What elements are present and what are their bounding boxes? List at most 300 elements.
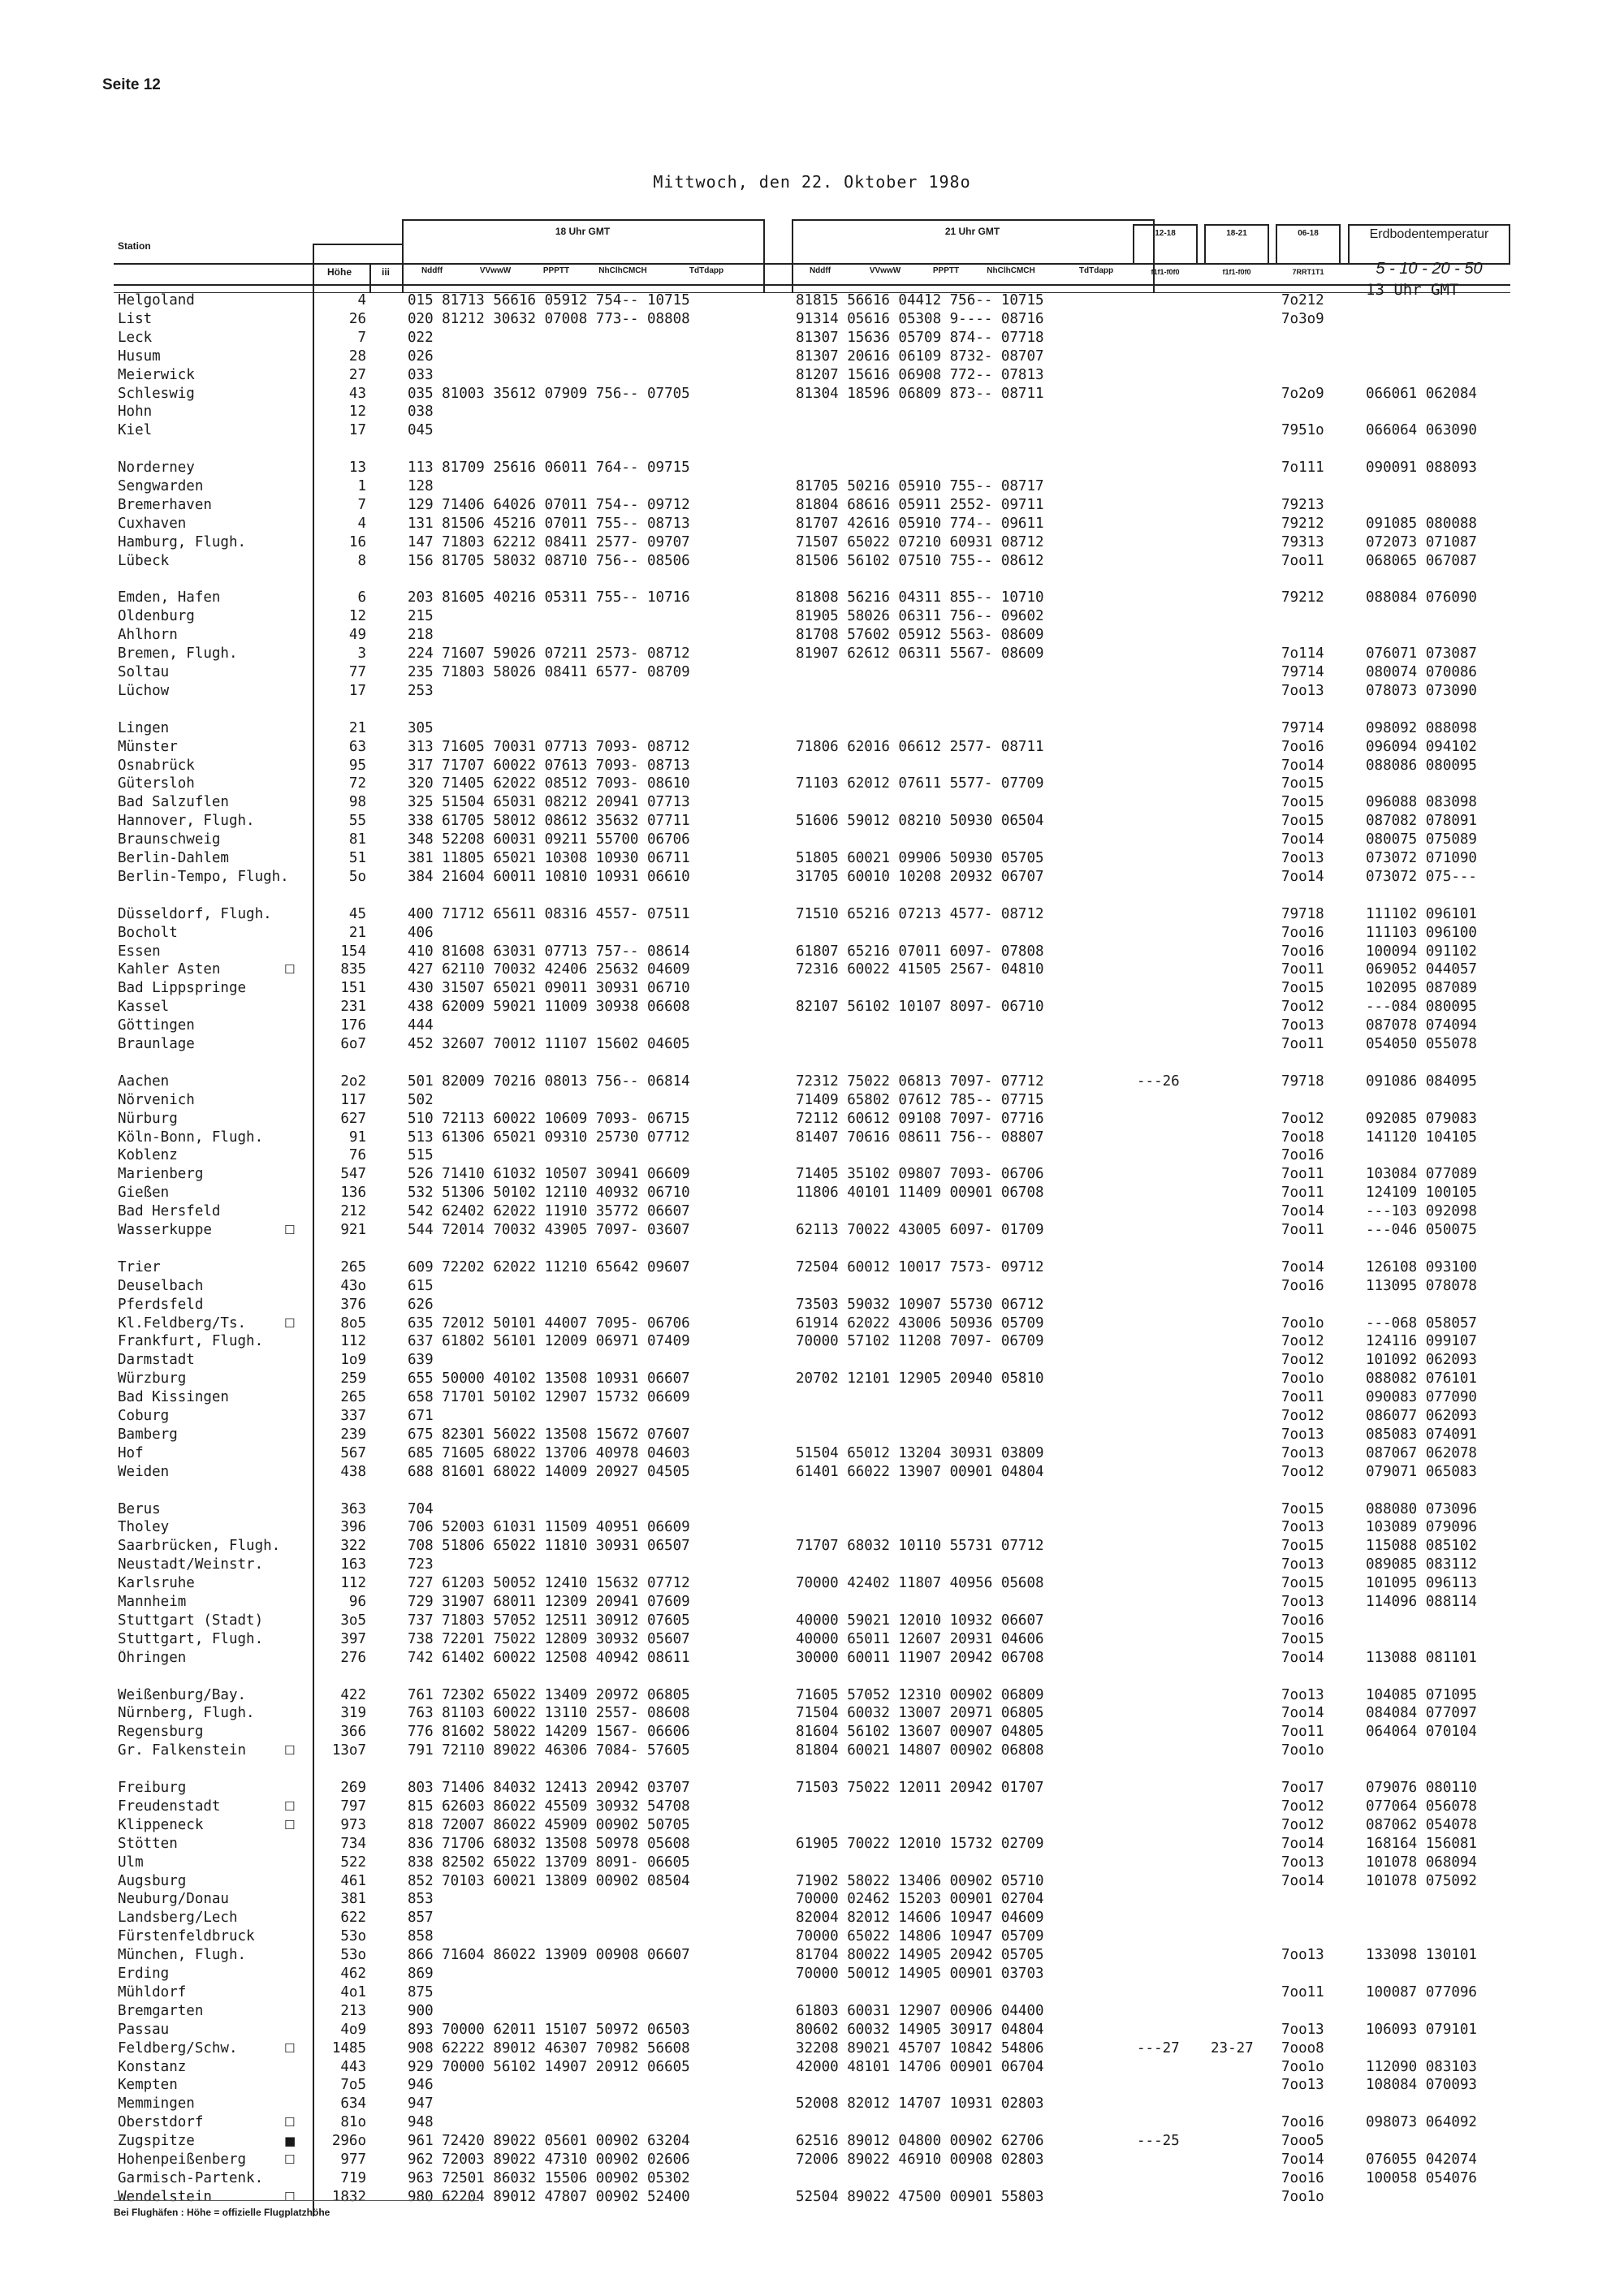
sunshine-temp: 7oo14 [1281, 831, 1324, 848]
sunshine-temp: 7oo16 [1281, 1277, 1324, 1294]
station-name: Ahlhorn [118, 627, 178, 644]
station-name: Stuttgart, Flugh. [118, 1630, 264, 1647]
table-row [0, 2059, 1624, 2076]
station-height: 462 [340, 1966, 366, 1982]
obs-18: 156 81705 58032 08710 756-- 08506 [408, 552, 690, 569]
station-name: Marienberg [118, 1166, 204, 1183]
station-height: 212 [340, 1203, 366, 1220]
station-name: Braunschweig [118, 831, 221, 848]
obs-18: 147 71803 62212 08411 2577- 09707 [408, 533, 690, 550]
obs-18: 026 [408, 347, 434, 365]
station-marker: ☐ [284, 2115, 296, 2130]
table-row [0, 1798, 1624, 1815]
station-height: 396 [340, 1519, 366, 1536]
footnote: Bei Flughäfen : Höhe = offizielle Flugplatzhöhe [114, 2207, 330, 2218]
obs-18: 452 32607 70012 11107 15602 04605 [408, 1036, 690, 1052]
station-height: 43o [340, 1277, 366, 1294]
sunshine-temp: 79213 [1281, 496, 1324, 513]
table-row [0, 869, 1624, 886]
table-row [0, 720, 1624, 737]
station-name: Memmingen [118, 2095, 195, 2113]
station-name: Bamberg [118, 1426, 178, 1443]
table-row [0, 1594, 1624, 1611]
station-name: Bad Salzuflen [118, 794, 229, 811]
table-row [0, 1724, 1624, 1741]
table-row [0, 1092, 1624, 1109]
obs-18: 947 [408, 2095, 434, 2113]
obs-21: 31705 60010 10208 20932 06707 [796, 868, 1044, 885]
obs-18: 427 62110 70032 42406 25632 04609 [408, 961, 690, 978]
table-row [0, 1222, 1624, 1239]
station-name: Feldberg/Schw. [118, 2039, 238, 2056]
station-height: 45 [348, 905, 366, 922]
station-name: Fürstenfeldbruck [118, 1928, 255, 1945]
table-row [0, 683, 1624, 700]
station-name: Wendelstein [118, 2188, 212, 2205]
obs-18: 615 [408, 1277, 434, 1294]
obs-18: 348 52208 60031 09211 55700 06706 [408, 831, 690, 848]
obs-18: 410 81608 63031 07713 757-- 08614 [408, 943, 690, 960]
station-height: 461 [340, 1872, 366, 1889]
station-name: Berlin-Tempo, Flugh. [118, 868, 289, 885]
station-height: 76 [348, 1147, 366, 1164]
obs-18: 305 [408, 719, 434, 736]
table-row [0, 627, 1624, 644]
table-row [0, 422, 1624, 439]
table-row [0, 831, 1624, 848]
obs-18: 038 [408, 404, 434, 421]
obs-18: 215 [408, 608, 434, 625]
table-row [0, 1111, 1624, 1128]
station-height: 13o7 [331, 1742, 366, 1759]
earth-temp: 113095 078078 [1366, 1277, 1477, 1294]
obs-18: 131 81506 45216 07011 755-- 08713 [408, 515, 690, 532]
obs-21: 81907 62612 06311 5567- 08609 [796, 645, 1044, 662]
obs-18: 948 [408, 2114, 434, 2131]
station-name: Soltau [118, 664, 170, 680]
obs-18: 961 72420 89022 05601 00902 63204 [408, 2133, 690, 2150]
earth-temp: 091086 084095 [1366, 1072, 1477, 1090]
table-row [0, 1408, 1624, 1425]
station-height: 4 [357, 515, 366, 532]
sunshine-temp: 7oo16 [1281, 1612, 1324, 1629]
obs-18: 708 51806 65022 11810 30931 06507 [408, 1538, 690, 1555]
col21-4: NhClhCMCH [987, 266, 1035, 275]
obs-18: 723 [408, 1556, 434, 1573]
station-height: 98 [348, 794, 366, 811]
obs-21: 71409 65802 07612 785-- 07715 [796, 1091, 1044, 1108]
station-height: 91 [348, 1129, 366, 1146]
obs-21: 81506 56102 07510 755-- 08612 [796, 552, 1044, 569]
station-height: 72 [348, 775, 366, 792]
sunshine-temp: 7oo16 [1281, 1147, 1324, 1164]
obs-18: 513 61306 65021 09310 25730 07712 [408, 1129, 690, 1146]
earth-temp: 066061 062084 [1366, 385, 1477, 402]
obs-21: 81307 20616 06109 8732- 08707 [796, 347, 1044, 365]
table-row [0, 775, 1624, 792]
station-height: 112 [340, 1333, 366, 1350]
obs-21: 70000 42402 11807 40956 05608 [796, 1575, 1044, 1592]
table-row [0, 330, 1624, 347]
obs-18: 626 [408, 1296, 434, 1313]
obs-21: 70000 65022 14806 10947 05709 [796, 1928, 1044, 1945]
col21-3: PPPTT [932, 266, 960, 275]
station-name: Mühldorf [118, 1983, 187, 2000]
station-marker: ☐ [284, 1315, 296, 1331]
table-row [0, 1333, 1624, 1350]
station-height: 28 [348, 347, 366, 365]
earth-temp: 133098 130101 [1366, 1947, 1477, 1964]
obs-21: 20702 12101 12905 20940 05810 [796, 1370, 1044, 1388]
header-12-18-sub: f1f1-f0f0 [1151, 268, 1180, 276]
obs-18: 501 82009 70216 08013 756-- 06814 [408, 1072, 690, 1090]
station-name: Hof [118, 1444, 144, 1461]
obs-18: 671 [408, 1408, 434, 1424]
sunshine-temp: 7oo16 [1281, 924, 1324, 941]
obs-21: 71507 65022 07210 60931 08712 [796, 533, 1044, 550]
header-depths: 5 - 10 - 20 - 50 [1376, 260, 1483, 278]
earth-temp: 104085 071095 [1366, 1686, 1477, 1703]
sunshine-temp: 7oo11 [1281, 961, 1324, 978]
table-row [0, 999, 1624, 1016]
station-name: Essen [118, 943, 161, 960]
station-name: Wasserkuppe [118, 1222, 212, 1238]
station-name: Landsberg/Lech [118, 1910, 238, 1927]
station-height: 522 [340, 1854, 366, 1871]
station-name: Konstanz [118, 2058, 187, 2075]
station-height: 734 [340, 1835, 366, 1852]
obs-21: 81705 50216 05910 755-- 08717 [796, 478, 1044, 494]
station-height: 77 [348, 664, 366, 680]
obs-18: 866 71604 86022 13909 00908 06607 [408, 1947, 690, 1964]
table-row [0, 553, 1624, 570]
station-height: 16 [348, 533, 366, 550]
header-06-18-sub: 7RRT1T1 [1292, 268, 1324, 276]
table-row [0, 1575, 1624, 1592]
obs-21: 81307 15636 05709 874-- 07718 [796, 329, 1044, 346]
station-name: Meierwick [118, 366, 195, 383]
station-name: Nörvenich [118, 1091, 195, 1108]
obs-21: 61803 60031 12907 00906 04400 [796, 2002, 1044, 2019]
station-name: Münster [118, 738, 178, 755]
station-height: 49 [348, 627, 366, 644]
obs-18: 637 61802 56101 12009 06971 07409 [408, 1333, 690, 1350]
sunshine-temp: 7oo1o [1281, 2058, 1324, 2075]
obs-18: 510 72113 60022 10609 7093- 06715 [408, 1110, 690, 1127]
station-height: 63 [348, 738, 366, 755]
earth-temp: 088082 076101 [1366, 1370, 1477, 1388]
station-height: 3 [357, 645, 366, 662]
station-name: Ulm [118, 1854, 144, 1871]
col18-4: NhClhCMCH [598, 266, 647, 275]
sunshine-temp: 7oo1o [1281, 1742, 1324, 1759]
obs-18: 791 72110 89022 46306 7084- 57605 [408, 1742, 690, 1759]
station-height: 4 [357, 292, 366, 309]
rain-12-18: ---27 [1137, 2039, 1180, 2056]
station-marker: ☐ [284, 1223, 296, 1237]
obs-18: 727 61203 50052 12410 15632 07712 [408, 1575, 690, 1592]
station-name: Sengwarden [118, 478, 204, 494]
rain-12-18: ---26 [1137, 1072, 1180, 1090]
station-name: Kassel [118, 999, 170, 1016]
station-height: 163 [340, 1556, 366, 1573]
col18-2: VVwwW [479, 266, 512, 275]
station-height: 6 [357, 589, 366, 606]
obs-21: 70000 50012 14905 00901 03703 [796, 1966, 1044, 1982]
earth-temp: 111103 096100 [1366, 924, 1477, 941]
table-row [0, 1073, 1624, 1090]
gmt-note: 13 Uhr GMT [1366, 281, 1459, 299]
station-height: 1485 [331, 2039, 366, 2056]
table-row [0, 1147, 1624, 1164]
sunshine-temp: 7oo14 [1281, 1835, 1324, 1852]
station-height: 376 [340, 1296, 366, 1313]
station-height: 26 [348, 310, 366, 327]
sunshine-temp: 7o114 [1281, 645, 1324, 662]
station-height: 27 [348, 366, 366, 383]
obs-18: 224 71607 59026 07211 2573- 08712 [408, 645, 690, 662]
obs-18: 203 81605 40216 05311 755-- 10716 [408, 589, 690, 606]
table-row [0, 1297, 1624, 1314]
obs-18: 675 82301 56022 13508 15672 07607 [408, 1426, 690, 1443]
table-row [0, 1259, 1624, 1276]
table-row [0, 1631, 1624, 1648]
table-row [0, 478, 1624, 495]
col21-5: TdTdapp [1078, 266, 1114, 275]
station-height: 8o5 [340, 1314, 366, 1331]
obs-18: 313 71605 70031 07713 7093- 08712 [408, 738, 690, 755]
earth-temp: 073072 075--- [1366, 868, 1477, 885]
earth-temp: 087078 074094 [1366, 1017, 1477, 1034]
table-row [0, 1315, 1624, 1332]
sunshine-temp: 7oo15 [1281, 1538, 1324, 1555]
station-height: 95 [348, 757, 366, 774]
table-row [0, 925, 1624, 942]
station-name: Saarbrücken, Flugh. [118, 1538, 281, 1555]
obs-18: 609 72202 62022 11210 65642 09607 [408, 1258, 690, 1275]
obs-18: 685 71605 68022 13706 40978 04603 [408, 1444, 690, 1461]
sunshine-temp: 7oo13 [1281, 1519, 1324, 1536]
earth-temp: 085083 074091 [1366, 1426, 1477, 1443]
obs-21: 81704 80022 14905 20942 05705 [796, 1947, 1044, 1964]
rain-12-18: ---25 [1137, 2133, 1180, 2150]
sunshine-temp: 7oo16 [1281, 2169, 1324, 2186]
obs-21: 71806 62016 06612 2577- 08711 [796, 738, 1044, 755]
station-name: Gießen [118, 1185, 170, 1202]
station-name: Norderney [118, 460, 195, 477]
station-name: Hohenpeißenberg [118, 2151, 247, 2168]
earth-temp: 115088 085102 [1366, 1538, 1477, 1555]
earth-temp: 101078 068094 [1366, 1854, 1477, 1871]
station-height: 154 [340, 943, 366, 960]
obs-21: 71103 62012 07611 5577- 07709 [796, 775, 1044, 792]
table-row [0, 2095, 1624, 2113]
station-name: Bremgarten [118, 2002, 204, 2019]
station-name: Öhringen [118, 1649, 187, 1666]
header-18-21-sub: f1f1-f0f0 [1222, 268, 1251, 276]
sunshine-temp: 7oo12 [1281, 1110, 1324, 1127]
earth-temp: 073072 071090 [1366, 850, 1477, 866]
table-row [0, 906, 1624, 923]
table-row [0, 2189, 1624, 2206]
table-row [0, 1817, 1624, 1834]
earth-temp: 084084 077097 [1366, 1705, 1477, 1722]
table-row [0, 813, 1624, 830]
obs-18: 761 72302 65022 13409 20972 06805 [408, 1686, 690, 1703]
table-row [0, 1352, 1624, 1369]
obs-21: 81905 58026 06311 756-- 09602 [796, 608, 1044, 625]
table-row [0, 1464, 1624, 1481]
earth-temp: 098073 064092 [1366, 2114, 1477, 2131]
table-row [0, 1017, 1624, 1034]
obs-18: 776 81602 58022 14209 1567- 06606 [408, 1724, 690, 1741]
station-height: 547 [340, 1166, 366, 1183]
station-marker: ☐ [284, 2189, 296, 2204]
obs-18: 737 71803 57052 12511 30912 07605 [408, 1612, 690, 1629]
station-name: Freiburg [118, 1780, 187, 1796]
station-name: Passau [118, 2021, 170, 2038]
obs-21: 61807 65216 07011 6097- 07808 [796, 943, 1044, 960]
earth-temp: 111102 096101 [1366, 905, 1477, 922]
station-name: Oberstdorf [118, 2114, 204, 2131]
table-row [0, 1166, 1624, 1183]
station-name: Bad Kissingen [118, 1389, 229, 1406]
station-name: Klippeneck [118, 1816, 204, 1833]
obs-18: 980 62204 89012 47807 00902 52400 [408, 2188, 690, 2205]
earth-temp: 141120 104105 [1366, 1129, 1477, 1146]
earth-temp: 096088 083098 [1366, 794, 1477, 811]
station-height: 6o7 [340, 1036, 366, 1052]
station-height: 51 [348, 850, 366, 866]
sunshine-temp: 7oo13 [1281, 1686, 1324, 1703]
table-row [0, 367, 1624, 384]
earth-temp: 076071 073087 [1366, 645, 1477, 662]
station-height: 2o2 [340, 1072, 366, 1090]
obs-21: 70000 02462 15203 00901 02704 [796, 1891, 1044, 1908]
station-name: Berlin-Dahlem [118, 850, 229, 866]
obs-18: 900 [408, 2002, 434, 2019]
earth-temp: 080074 070086 [1366, 664, 1477, 680]
sunshine-temp: 7oo1o [1281, 1370, 1324, 1388]
station-height: 43 [348, 385, 366, 402]
table-row [0, 1519, 1624, 1536]
sunshine-temp: 7oo13 [1281, 1594, 1324, 1610]
earth-temp: 102095 087089 [1366, 980, 1477, 997]
obs-21: 71707 68032 10110 55731 07712 [796, 1538, 1044, 1555]
table-row [0, 1966, 1624, 1983]
sunshine-temp: 7o212 [1281, 292, 1324, 309]
table-row [0, 2151, 1624, 2169]
station-height: 397 [340, 1630, 366, 1647]
obs-18: 033 [408, 366, 434, 383]
sunshine-temp: 7oo12 [1281, 1463, 1324, 1480]
col21-2: VVwwW [869, 266, 901, 275]
station-name: Lingen [118, 719, 170, 736]
earth-temp: 098092 088098 [1366, 719, 1477, 736]
table-row [0, 460, 1624, 477]
obs-21: 72006 89022 46910 00908 02803 [796, 2151, 1044, 2168]
sunshine-temp: 79714 [1281, 719, 1324, 736]
sunshine-temp: 7oo14 [1281, 1258, 1324, 1275]
obs-18: 803 71406 84032 12413 20942 03707 [408, 1780, 690, 1796]
station-name: Neuburg/Donau [118, 1891, 229, 1908]
station-height: 622 [340, 1910, 366, 1927]
station-height: 7 [357, 329, 366, 346]
obs-18: 035 81003 35612 07909 756-- 07705 [408, 385, 690, 402]
sunshine-temp: 7oo13 [1281, 2021, 1324, 2038]
obs-21: 52008 82012 14707 10931 02803 [796, 2095, 1044, 2113]
rain-18-21: 23-27 [1211, 2039, 1254, 2056]
obs-18: 515 [408, 1147, 434, 1164]
table-row [0, 1538, 1624, 1555]
table-row [0, 1389, 1624, 1406]
table-row [0, 2040, 1624, 2057]
station-name: Helgoland [118, 292, 195, 309]
table-row [0, 311, 1624, 328]
sunshine-temp: 7oo15 [1281, 813, 1324, 830]
obs-21: 82004 82012 14606 10947 04609 [796, 1910, 1044, 1927]
obs-21: 72312 75022 06813 7097- 07712 [796, 1072, 1044, 1090]
station-height: 627 [340, 1110, 366, 1127]
earth-temp: 124116 099107 [1366, 1333, 1477, 1350]
station-name: Aachen [118, 1072, 170, 1090]
obs-21: 61401 66022 13907 00901 04804 [796, 1463, 1044, 1480]
obs-18: 853 [408, 1891, 434, 1908]
earth-temp: 114096 088114 [1366, 1594, 1477, 1610]
sunshine-temp: 79212 [1281, 589, 1324, 606]
obs-21: 71405 35102 09807 7093- 06706 [796, 1166, 1044, 1183]
table-row [0, 2077, 1624, 2094]
obs-21: 81708 57602 05912 5563- 08609 [796, 627, 1044, 644]
header-hoehe: Höhe [327, 266, 352, 278]
table-row [0, 2133, 1624, 2150]
table-row [0, 534, 1624, 551]
station-height: 17 [348, 682, 366, 699]
obs-18: 384 21604 60011 10810 10931 06610 [408, 868, 690, 885]
col18-5: TdTdapp [689, 266, 724, 275]
col18-3: PPPTT [542, 266, 570, 275]
station-height: 151 [340, 980, 366, 997]
obs-18: 742 61402 60022 12508 40942 08611 [408, 1649, 690, 1666]
sunshine-temp: 7oo1o [1281, 1314, 1324, 1331]
sunshine-temp: 7oo15 [1281, 775, 1324, 792]
earth-temp: ---084 080095 [1366, 999, 1477, 1016]
station-height: 363 [340, 1500, 366, 1517]
station-name: Göttingen [118, 1017, 195, 1034]
header-18-21: 18-21 [1226, 229, 1247, 238]
station-height: 797 [340, 1798, 366, 1815]
station-height: 4o9 [340, 2021, 366, 2038]
sunshine-temp: 7oo12 [1281, 1408, 1324, 1424]
earth-temp: 100058 054076 [1366, 2169, 1477, 2186]
col18-1: Nddff [421, 266, 443, 275]
station-name: Osnabrück [118, 757, 195, 774]
station-height: 921 [340, 1222, 366, 1238]
obs-21: 81707 42616 05910 774-- 09611 [796, 515, 1044, 532]
station-name: Gütersloh [118, 775, 195, 792]
station-name: Bremen, Flugh. [118, 645, 238, 662]
sunshine-temp: 7oo12 [1281, 1816, 1324, 1833]
earth-temp: 100087 077096 [1366, 1983, 1477, 2000]
obs-18: 253 [408, 682, 434, 699]
sunshine-temp: 79718 [1281, 905, 1324, 922]
earth-temp: 100094 091102 [1366, 943, 1477, 960]
station-name: Bremerhaven [118, 496, 212, 513]
table-row [0, 1501, 1624, 1518]
table-row [0, 1873, 1624, 1890]
obs-18: 400 71712 65611 08316 4557- 07511 [408, 905, 690, 922]
sunshine-temp: 7oo18 [1281, 1129, 1324, 1146]
